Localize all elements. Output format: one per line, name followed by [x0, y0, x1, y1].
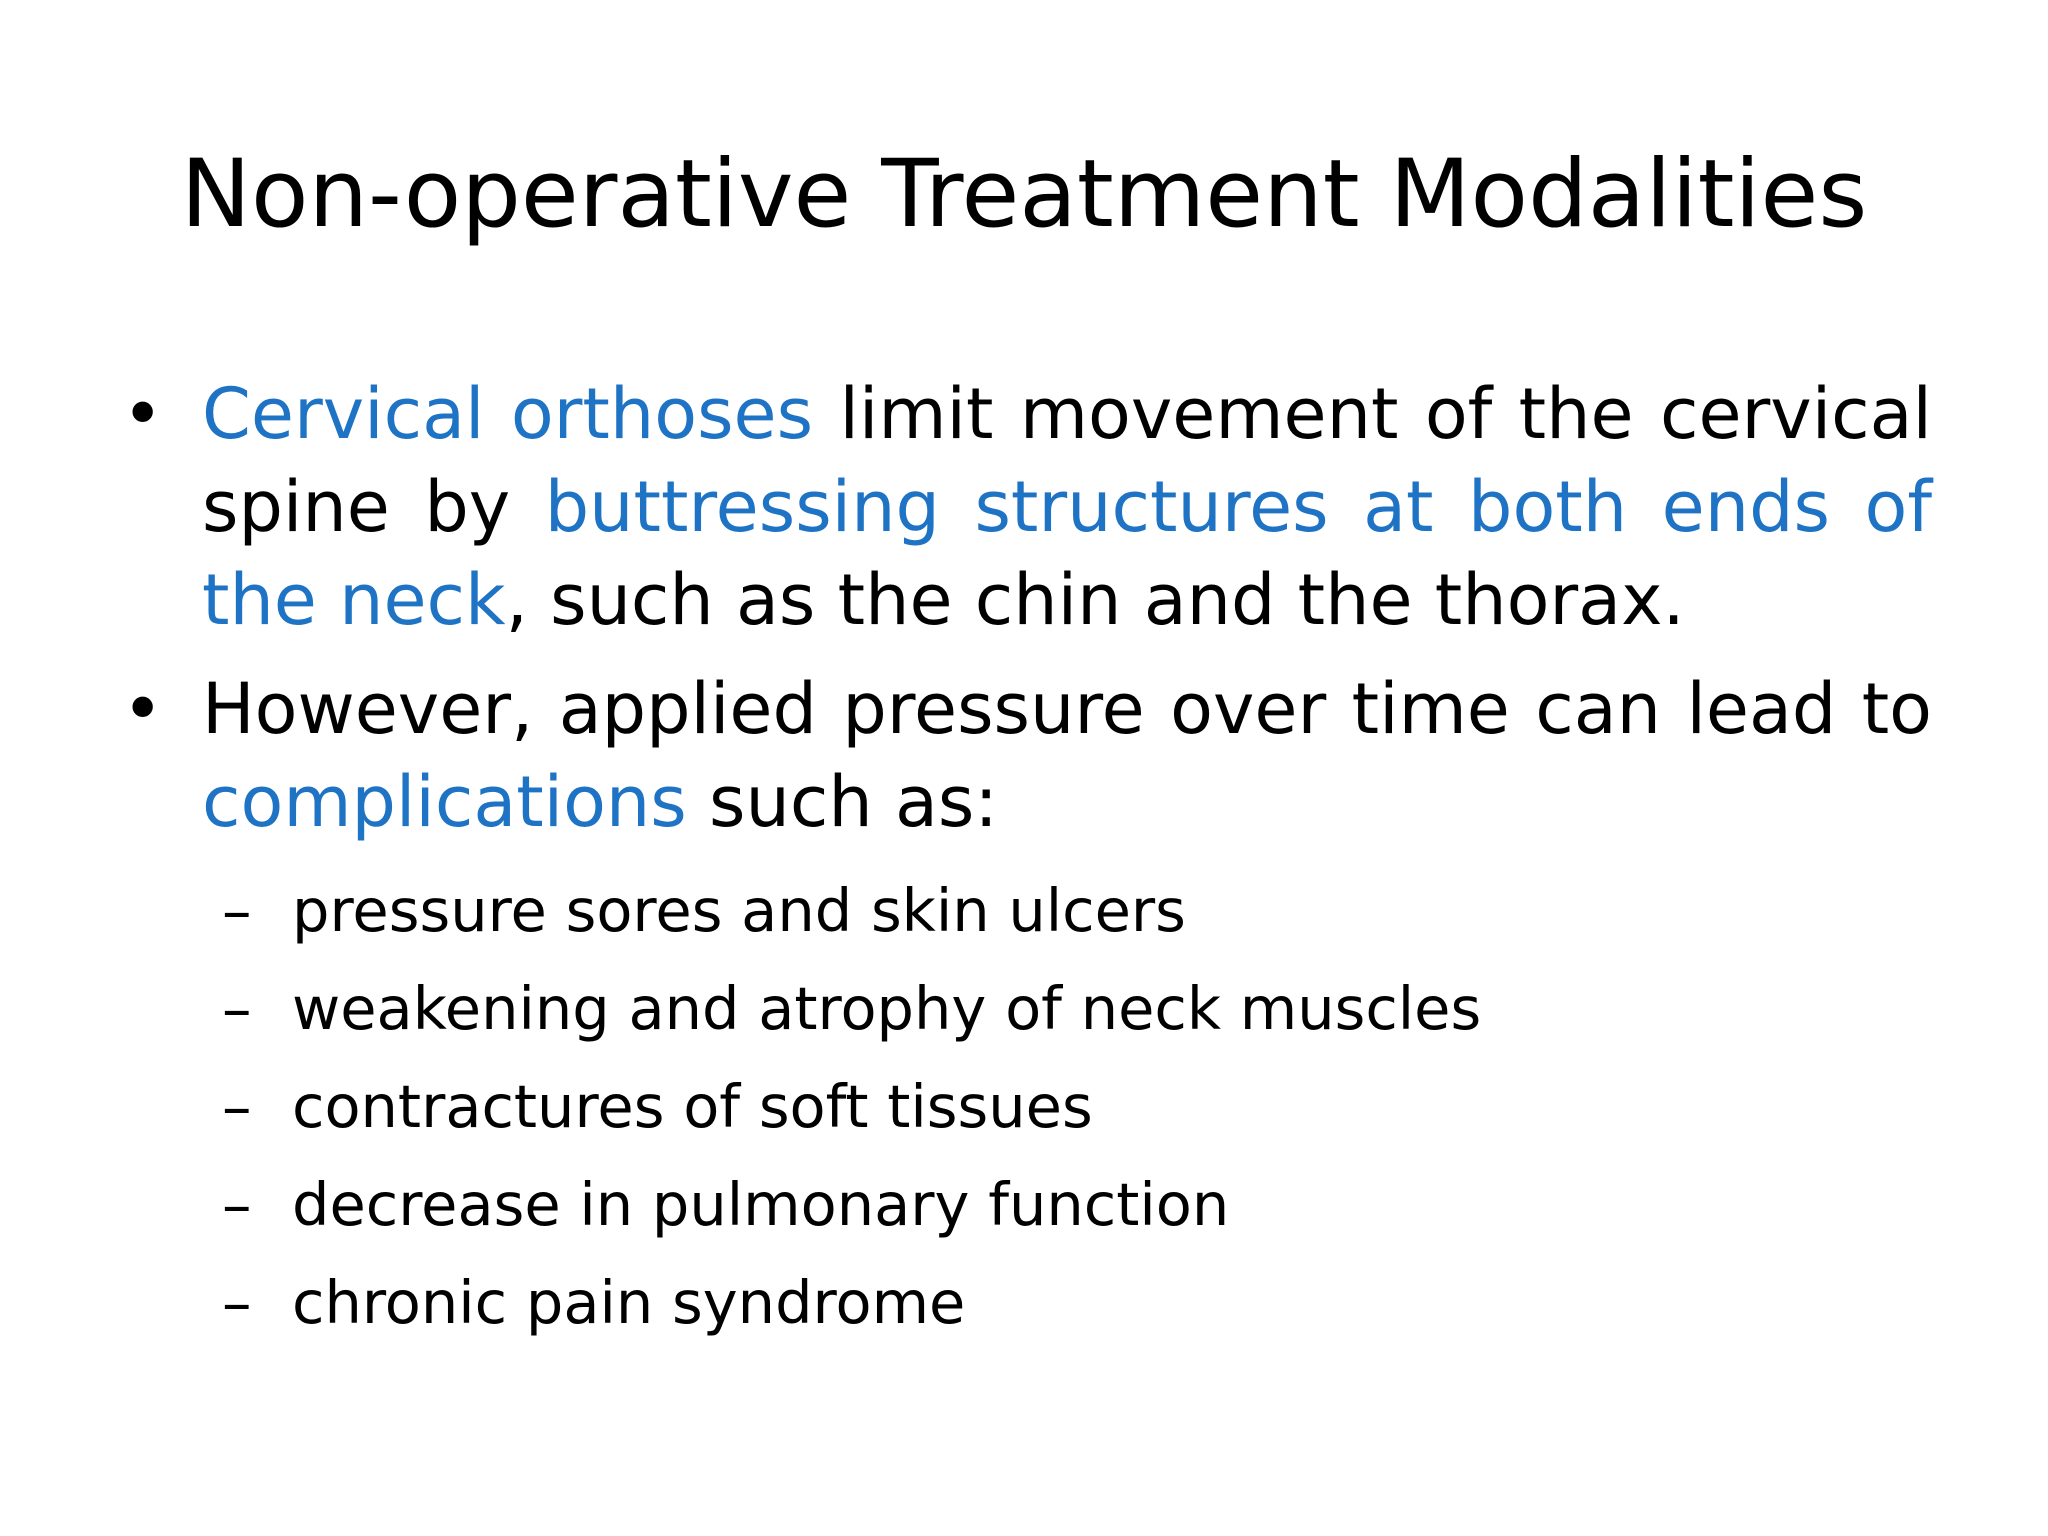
slide-title: Non-operative Treatment Modalities — [180, 140, 1868, 249]
bullet-text-highlight: complications — [202, 761, 687, 843]
sub-bullet-list — [222, 862, 1722, 1352]
dash-icon: – — [222, 1170, 252, 1239]
dash-icon: – — [222, 1072, 252, 1141]
bullet-marker-icon: • — [122, 373, 164, 455]
sub-bullet-text: chronic pain syndrome — [292, 1268, 966, 1337]
dash-icon: – — [222, 1268, 252, 1337]
bullet-item — [122, 368, 1932, 647]
bullet-marker-icon: • — [122, 668, 164, 750]
bullet-text: limit movement of the cervical spine by — [202, 373, 1932, 548]
bullet-text: , such as the chin and the thorax. — [505, 559, 1685, 641]
dash-icon: – — [222, 876, 252, 945]
bullet-text: such as: — [686, 761, 998, 843]
sub-bullet-text: weakening and atrophy of neck muscles — [292, 974, 1482, 1043]
sub-bullet-item — [222, 1254, 1722, 1352]
sub-bullet-item — [222, 1156, 1722, 1254]
sub-bullet-item — [222, 960, 1722, 1058]
sub-bullet-text: decrease in pulmonary function — [292, 1170, 1230, 1239]
bullet-list — [122, 368, 1932, 865]
dash-icon: – — [222, 974, 252, 1043]
bullet-text: However, applied pressure over time can lead to — [202, 668, 1932, 750]
bullet-text-highlight: buttressing structures at both ends of the neck — [202, 466, 1932, 641]
bullet-item — [122, 663, 1932, 849]
sub-bullet-item — [222, 1058, 1722, 1156]
sub-bullet-text: pressure sores and skin ulcers — [292, 876, 1186, 945]
sub-bullet-text: contractures of soft tissues — [292, 1072, 1093, 1141]
sub-bullet-item — [222, 862, 1722, 960]
bullet-text-highlight: Cervical orthoses — [202, 373, 814, 455]
